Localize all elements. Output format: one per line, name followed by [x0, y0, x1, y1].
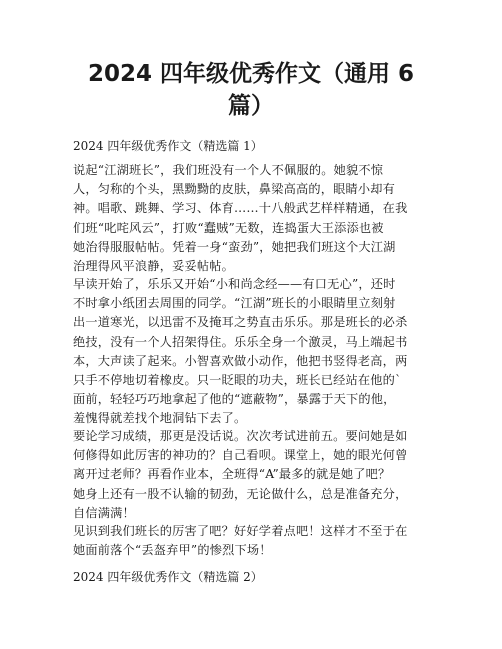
text-line: 治理得风平浪静，妥妥帖帖。 [73, 259, 235, 274]
text-line: 她治得服服帖帖。凭着一身“蛮劲”，她把我们班这个大江湖 [73, 239, 396, 254]
text-line: 羞愧得就差找个地洞钻下去了。 [73, 411, 247, 426]
text-line: 早读开始了，乐乐又开始“小和尚念经——有口无心”，还时 [73, 277, 396, 291]
text-line: 面前，轻轻巧巧地拿起了他的“遮蔽物”，暴露于天下的他， [73, 392, 396, 407]
text-line: 说起“江湖班长”，我们班没有一个人不佩服的。她貌不惊 [73, 163, 384, 177]
paragraph-1 [73, 161, 433, 276]
text-line: 何修得如此厉害的神功的？自己看呗。课堂上，她的眼光何曾 [73, 448, 408, 463]
title-line-2: 篇） [228, 93, 274, 119]
text-line: 要论学习成绩，那更是没话说。次次考试进前五。要问她是如 [73, 429, 408, 443]
text-line: 人，匀称的个头，黑黝黝的皮肤，鼻梁高高的，眼睛小却有 [73, 182, 396, 197]
text-line: 出一道寒光，以迅雷不及掩耳之势直击乐乐。那是班长的必杀 [73, 315, 408, 330]
text-line: 见识到我们班长的厉害了吧？好好学着点吧！这样才不至于在 [73, 524, 408, 538]
text-line: 自信满满！ [73, 505, 135, 520]
text-line: 神。唱歌、跳舞、学习、体育……十八般武艺样样精通，在我 [73, 201, 408, 216]
paragraph-2 [73, 275, 433, 429]
text-line: 离开过老师？再看作业本，全班得“A”最多的就是她了吧？ [73, 467, 391, 482]
title-line-1: 2024 四年级优秀作文（通用 6 [87, 61, 415, 87]
text-line: 她身上还有一股不认输的韧劲，无论做什么，总是准备充分， [73, 486, 408, 501]
text-line: 她面前落个“丢盔弃甲”的惨烈下场！ [73, 543, 272, 558]
section-heading-1: 2024 四年级优秀作文（精选篇 1） [73, 139, 263, 153]
text-line: 绝技，没有一个人招架得住。乐乐全身一个激灵，马上端起书 [73, 334, 408, 349]
paragraph-3 [73, 427, 433, 523]
paragraph-4 [73, 522, 433, 560]
text-line: 们班“叱咤风云”，打败“蠢贼”无数，连捣蛋大王添添也被 [73, 220, 384, 235]
document-title [70, 58, 432, 122]
text-line: 只手不停地切着橡皮。只一眨眼的功夫，班长已经站在他的` [73, 373, 402, 388]
text-line: 不时拿小纸团去周围的同学。“江湖”班长的小眼睛里立刻射 [73, 296, 396, 311]
section-heading-2: 2024 四年级优秀作文（精选篇 2） [73, 570, 263, 584]
text-line: 本，大声读了起来。小智喜欢做小动作，他把书竖得老高，两 [73, 353, 408, 368]
